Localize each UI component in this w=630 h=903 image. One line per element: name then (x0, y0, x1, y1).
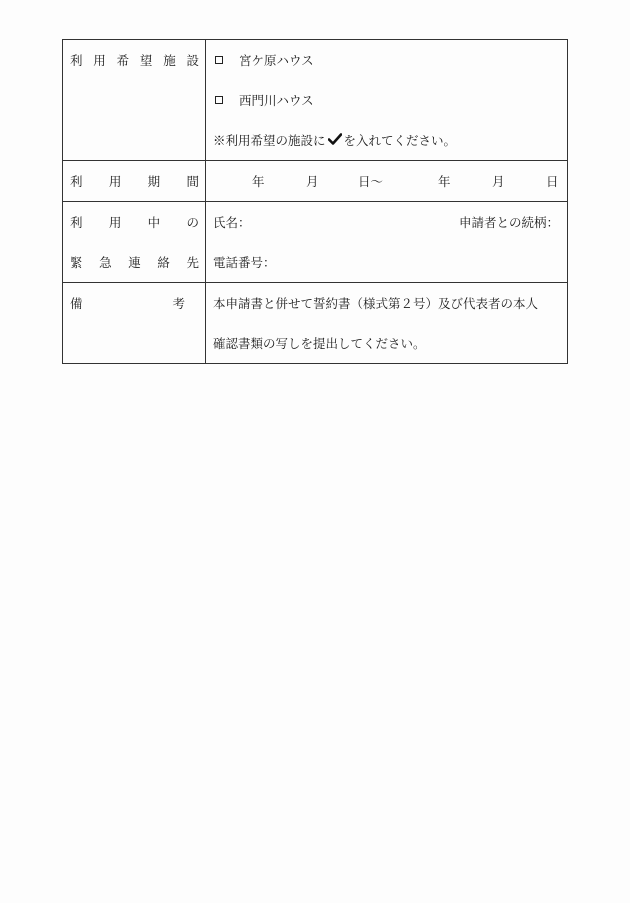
emergency-name-line[interactable] (206, 202, 567, 242)
period-fields[interactable] (206, 161, 567, 201)
emergency-content-cell (206, 202, 568, 283)
facility-label-cell (63, 40, 206, 161)
end-year-label: 年 (438, 174, 451, 189)
emergency-label-line-2: 緊 急 連 絡 先 (70, 255, 199, 270)
period-label-cell (63, 161, 206, 202)
checkbox-icon[interactable] (215, 56, 223, 64)
remarks-row (63, 283, 568, 364)
remarks-label-cell (63, 283, 206, 364)
facility-option-1-label: 宮ケ原ハウス (239, 53, 314, 68)
checkbox-icon[interactable] (215, 96, 223, 104)
period-row (63, 161, 568, 202)
facility-content-cell (206, 40, 568, 161)
emergency-label-line-1: 利 用 中 の (70, 215, 199, 230)
period-label: 利 用 期 間 (70, 174, 199, 189)
facility-label: 利 用 希 望 施 設 (70, 53, 199, 68)
contact-name-label: 氏名： (213, 215, 251, 230)
check-mark-icon (328, 133, 342, 148)
remarks-label: 備 考 (70, 296, 185, 311)
end-month-label: 月 (492, 174, 505, 189)
facility-note-after: を入れてください。 (343, 133, 457, 148)
remarks-line-1: 本申請書と併せて誓約書（様式第２号）及び代表者の本人 (213, 296, 539, 311)
end-day-label: 日 (546, 174, 559, 189)
start-month-label: 月 (306, 174, 319, 189)
emergency-phone-line[interactable] (206, 242, 567, 282)
facility-option-2-label: 西門川ハウス (239, 93, 314, 108)
remarks-content-cell (206, 283, 568, 364)
emergency-row (63, 202, 568, 283)
facility-option-2[interactable] (206, 80, 567, 120)
facility-note (206, 120, 567, 160)
application-form-table (62, 39, 568, 364)
remarks-line-2: 確認書類の写しを提出してください。 (213, 336, 426, 351)
emergency-label-cell (63, 202, 206, 283)
relation-label: 申請者との続柄： (458, 215, 559, 230)
facility-note-before: ※利用希望の施設に (213, 133, 326, 148)
facility-option-1[interactable] (206, 40, 567, 80)
period-content-cell[interactable] (206, 161, 568, 202)
start-year-label: 年 (252, 174, 265, 189)
facility-row (63, 40, 568, 161)
start-day-label: 日〜 (358, 174, 384, 189)
phone-label: 電話番号： (213, 255, 276, 270)
